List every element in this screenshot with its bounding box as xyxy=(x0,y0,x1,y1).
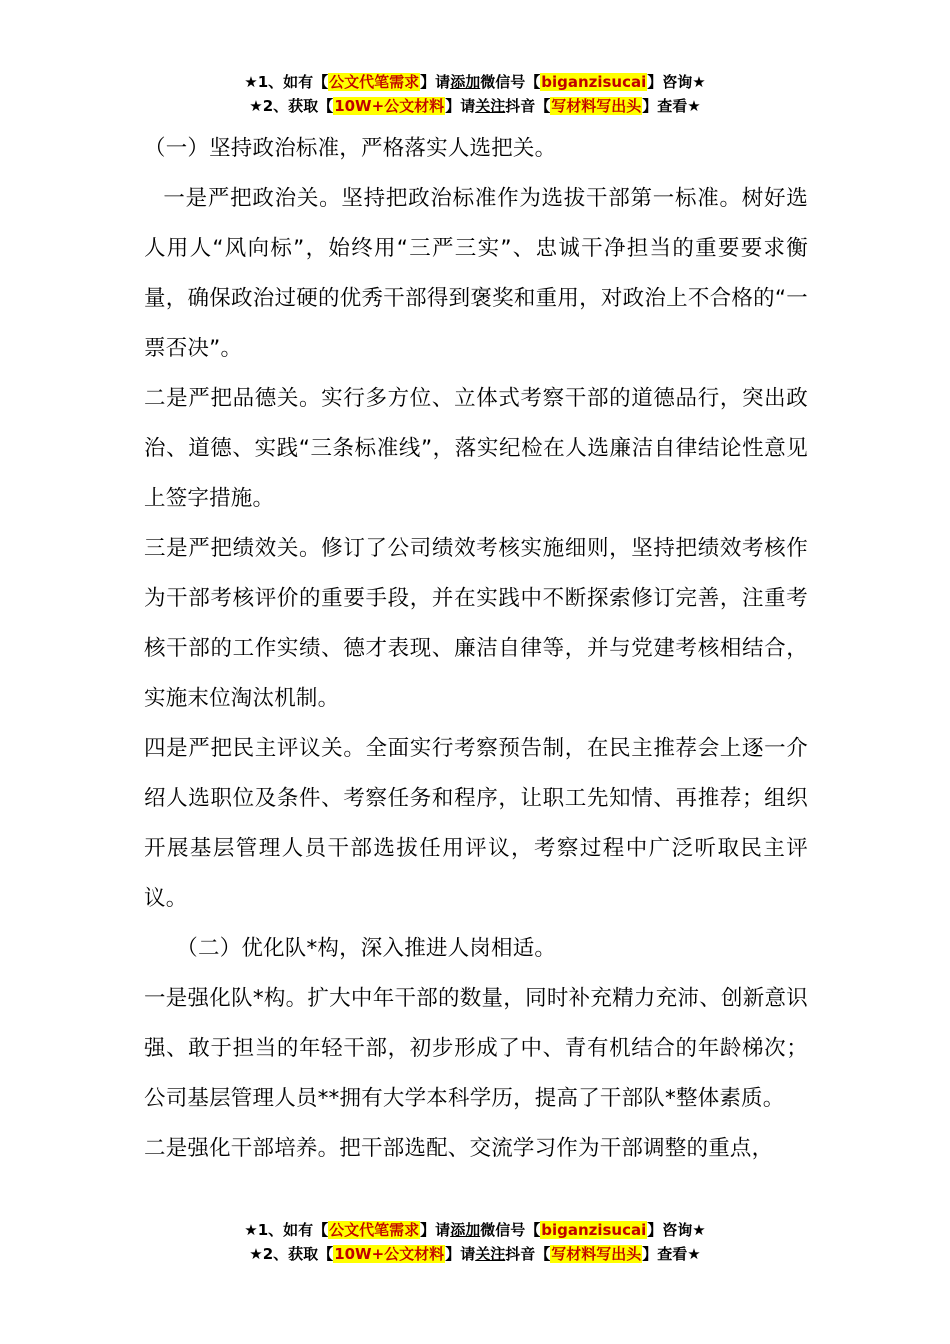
banner-text: ★2、获取【 xyxy=(249,1245,334,1263)
banner-line-1 xyxy=(0,1218,950,1242)
banner-text: 】请 xyxy=(420,73,451,91)
paragraph: 二是强化干部培养。把干部选配、交流学习作为干部调整的重点， xyxy=(144,1136,774,1161)
banner-text: 】查看★ xyxy=(642,97,701,115)
banner-text: 抖音【 xyxy=(505,97,551,115)
section-heading: （二）优化队*构，深入推进人岗相适。 xyxy=(176,936,557,961)
banner-text: ★1、如有【 xyxy=(244,73,329,91)
section-heading: （一）坚持政治标准，严格落实人选把关。 xyxy=(144,136,557,161)
paragraph: 一是严把政治关。坚持把政治标准作为选拔干部第一标准。树好选人用人“风向标”，始终用“三严三实”、忠诚干净担当的重要要求衡量，确保政治过硬的优秀干部得到褒奖和重用，对政治上不合格的“一票否决”。 xyxy=(144,186,808,361)
paragraph: 三是严把绩效关。修订了公司绩效考核实施细则，坚持把绩效考核作为干部考核评价的重要手段，并在实践中不断探索修订完善，注重考核干部的工作实绩、德才表现、廉洁自律等，并与党建考核相结合，实施末位淘汰机制。 xyxy=(144,536,808,711)
banner-text: 抖音【 xyxy=(505,1245,551,1263)
document-body xyxy=(144,124,808,1174)
banner-text: ★2、获取【 xyxy=(249,97,334,115)
banner-highlight: 10W+公文材料 xyxy=(334,97,445,115)
header-banner xyxy=(0,70,950,118)
banner-text: 】咨询★ xyxy=(647,1221,706,1239)
banner-text: 】请 xyxy=(445,1245,476,1263)
banner-line-1 xyxy=(0,70,950,94)
banner-underlined: 添加 xyxy=(450,1221,481,1239)
footer-banner xyxy=(0,1218,950,1266)
banner-text: 】请 xyxy=(445,97,476,115)
banner-highlight: biganzisucai xyxy=(541,73,647,91)
banner-highlight: 写材料写出头 xyxy=(551,97,642,115)
banner-underlined: 关注 xyxy=(475,1245,506,1263)
banner-text: 】咨询★ xyxy=(647,73,706,91)
banner-text: 微信号【 xyxy=(480,1221,541,1239)
banner-underlined: 关注 xyxy=(475,97,506,115)
paragraph: 一是强化队*构。扩大中年干部的数量，同时补充精力充沛、创新意识强、敢于担当的年轻干部，初步形成了中、青有机结合的年龄梯次；公司基层管理人员**拥有大学本科学历，提高了干部队*整体素质。 xyxy=(144,986,808,1111)
paragraph: 四是严把民主评议关。全面实行考察预告制，在民主推荐会上逐一介绍人选职位及条件、考察任务和程序，让职工先知情、再推荐；组织开展基层管理人员干部选拔任用评议，考察过程中广泛听取民主评议。 xyxy=(144,736,808,911)
banner-highlight: 写材料写出头 xyxy=(551,1245,642,1263)
banner-highlight: 公文代笔需求 xyxy=(329,73,420,91)
paragraph: 二是严把品德关。实行多方位、立体式考察干部的道德品行，突出政治、道德、实践“三条标准线”，落实纪检在人选廉洁自律结论性意见上签字措施。 xyxy=(144,386,808,511)
banner-text: 】查看★ xyxy=(642,1245,701,1263)
banner-text: 】请 xyxy=(420,1221,451,1239)
banner-line-2 xyxy=(0,1242,950,1266)
banner-highlight: 公文代笔需求 xyxy=(329,1221,420,1239)
banner-line-2 xyxy=(0,94,950,118)
banner-highlight: 10W+公文材料 xyxy=(334,1245,445,1263)
banner-text: 微信号【 xyxy=(480,73,541,91)
banner-highlight: biganzisucai xyxy=(541,1221,647,1239)
banner-underlined: 添加 xyxy=(450,73,481,91)
banner-text: ★1、如有【 xyxy=(244,1221,329,1239)
